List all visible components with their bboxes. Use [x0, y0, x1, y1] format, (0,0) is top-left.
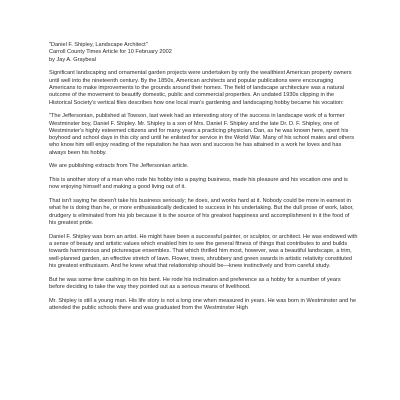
paragraph-cashing-in: But he was some time cashing in on his bent. He rode his inclination and preference as a hobby for a number of years before deciding to take the way they pointed out as a serious means of livelihood.: [49, 276, 341, 290]
paragraph-business: That isn't saying he doesn't take his business seriously; he does, and works hard at it. Nobody could be more in earnest in what he is doing than he, or more enthusiastically dedicated to success in his undertaking. But the dull prose of work, labor, drudgery is eliminated from his job because it is the source of his greatest happiness and accomplishment in it the food of his greatest pride.: [49, 198, 354, 226]
article-title: "Daniel F. Shipley, Landscape Architect": [49, 42, 148, 48]
article-source: Carroll County Times Article for 10 February 2002: [49, 49, 172, 56]
paragraph-intro: Significant landscaping and ornamental garden projects were undertaken by only the wealthiest American property owners until well into the nineteenth century. By the 1850s, American architects and popular publications were encouraging Americans to make improvements to the grounds around their homes. The field of landscape architecture was a natural outcome of the movement to beautify domestic, public and commercial properties. An undated 1930s clipping in the Historical Society's vertical files describes how one local man's gardening and landscaping hobby became his vocation:: [49, 70, 352, 106]
article-byline: by Jay A. Graybeal: [49, 56, 96, 63]
paragraph-artist: Daniel F. Shipley was born an artist. He might have been a successful painter, or sculptor, or architect. He was endowed with a sense of beauty and artistic values which enabled him to see the general fitness of things that contributes to and builds towards harmonious and picturesque ensembles. That which thrilled him most, however, was a beautiful landscape, a trim, well-planned garden, an effective stretch of lawn. Flower, trees, shrubbery and green swards in artistic relativity constituted his greatest enthusiasm. And he knew what that relationship should be—knew instinctively and from careful study.: [49, 233, 358, 269]
article-header: [49, 42, 358, 64]
paragraph-quote-start: "The Jeffersonian, published at Towson, last week had an interesting story of the success in landscape work of a former Westminster boy, Daniel F. Shipley. Mr. Shipley is a son of Mrs. Daniel F. Shipley and the late Dr. D. F. Shipley, one of Westminster's highly esteemed citizens and for many years a practicing physician. Dan, as he was known here, spent his boyhood and school days in this city and until he enlisted for service in the World War. Many of his school mates and others who know him will enjoy reading of the reputation he has won and success he has attained in a work he loves and has always been his hobby.: [49, 113, 355, 156]
paragraph-hobby: This is another story of a man who rode his hobby into a paying business, made his pleasure and his vocation one and is now enjoying himself and making a good living out of it.: [49, 177, 348, 191]
document-page: [49, 42, 358, 319]
paragraph-extracts: We are publishing extracts from The Jeffersonian article.: [49, 163, 189, 170]
paragraph-young-man: Mr. Shipley is still a young man. His life story is not a long one when measured in years. He was born in Westminster and he attended the public schools there and was graduated from the Westminster High: [49, 297, 357, 311]
